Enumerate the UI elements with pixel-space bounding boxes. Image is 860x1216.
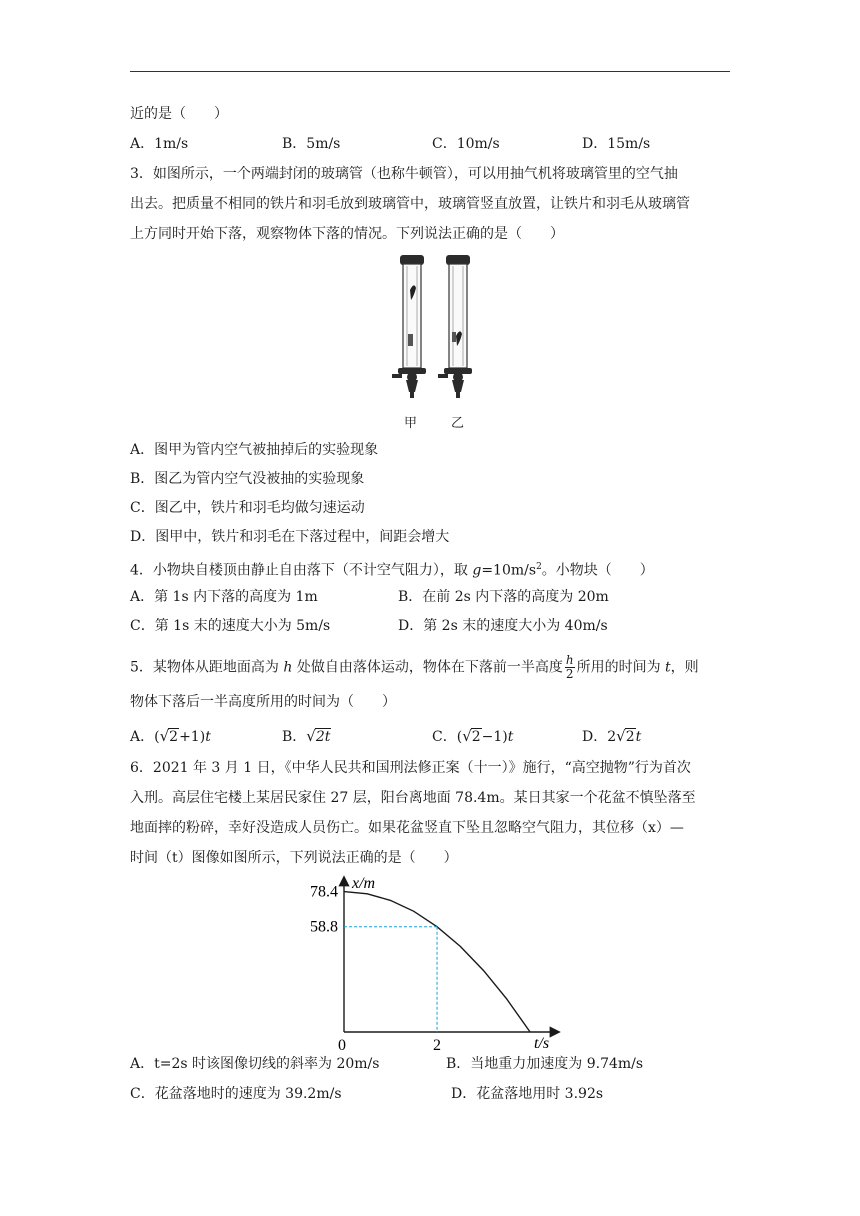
q5-option-a [130, 726, 211, 747]
radicand: 2 [169, 729, 179, 745]
q5-t-symbol: t [665, 659, 671, 676]
q4-stem [130, 557, 654, 581]
q5-h-symbol: h [283, 659, 293, 676]
q3-option-c: C．图乙中，铁片和羽毛均做匀速运动 [130, 500, 365, 516]
q5-stem-line1 [130, 654, 699, 681]
option-label: A． [130, 729, 155, 745]
q6-stem-line4: 时间（t）图像如图所示，下列说法正确的是（ ） [130, 850, 458, 866]
t-symbol: t [205, 729, 211, 745]
radical-sign: √ [616, 727, 626, 745]
q5-stem-part: 所用的时间为 [576, 659, 666, 676]
q4-option-d: D．第 2s 末的速度大小为 40m/s [398, 618, 608, 634]
q6-option-c: C．花盆落地时的速度为 39.2m/s [130, 1086, 342, 1102]
header-rule [130, 71, 730, 72]
q6-stem-line3: 地面摔的粉碎，幸好没造成人员伤亡。如果花盆竖直下坠且忽略空气阻力，其位移（x）— [130, 820, 684, 836]
q6-stem-line2: 入刑。高层住宅楼上某居民家住 27 层，阳台离地面 78.4m。某日其家一个花盆不慎坠落至 [130, 790, 696, 806]
paren: ( [456, 729, 463, 745]
x-axis-label: t/s [534, 1035, 550, 1050]
q3-stem-line3: 上方同时开始下落，观察物体下落的情况。下列说法正确的是（ ） [130, 226, 564, 242]
q2-option-c: C．10m/s [432, 136, 500, 152]
q5-option-b [282, 726, 331, 747]
figure-label-yi: 乙 [451, 416, 465, 431]
q4-g-symbol: g [472, 562, 482, 579]
radicand: 2 [625, 729, 635, 745]
y-tick-label: 78.4 [310, 883, 338, 901]
q4-stem-part: 4．小物块自楼顶由静止自由落下（不计空气阻力），取 [130, 562, 473, 579]
paren: −1) [481, 729, 508, 745]
q4-option-a: A．第 1s 内下落的高度为 1m [130, 589, 318, 605]
radicand: 2 [471, 729, 481, 745]
q4-stem-part: 。小物块（ ） [541, 562, 654, 579]
tube-jia [392, 255, 426, 398]
q4-superscript: 2 [536, 562, 542, 572]
q3-stem-line2: 出去。把质量不相同的铁片和羽毛放到玻璃管中，玻璃管竖直放置，让铁片和羽毛从玻璃管 [130, 196, 690, 212]
q2-option-a: A．1m/s [130, 136, 189, 152]
q5-option-c [432, 726, 513, 747]
q2-stem-tail: 近的是（ ） [130, 106, 228, 122]
q5-stem-line2: 物体下落后一半高度所用的时间为（ ） [130, 694, 396, 710]
y-axis-label: x/m [352, 875, 376, 892]
radical-sign: √ [462, 727, 472, 745]
q6-stem-line1: 6．2021 年 3 月 1 日，《中华人民共和国刑法修正案（十一）》施行，“高空抛物”行为首次 [130, 760, 691, 776]
q5-stem-part: ，则 [670, 659, 699, 676]
q2-option-d: D．15m/s [582, 136, 651, 152]
q2-option-b: B．5m/s [282, 136, 341, 152]
t-symbol: t [635, 729, 642, 745]
t-symbol: t [507, 729, 514, 745]
paren: +1) [179, 729, 206, 745]
q6-option-a: A．t=2s 时该图像切线的斜率为 20m/s [130, 1056, 380, 1072]
option-label: C． [432, 729, 457, 745]
q3-option-d: D．图甲中，铁片和羽毛在下落过程中，间距会增大 [130, 529, 450, 545]
q4-option-c: C．第 1s 末的速度大小为 5m/s [130, 618, 331, 634]
xt-graph [296, 870, 566, 1050]
q6-option-b: B．当地重力加速度为 9.74m/s [446, 1056, 644, 1072]
q3-option-b: B．图乙为管内空气没被抽的实验现象 [130, 471, 365, 487]
paren: ( [154, 729, 160, 745]
coefficient: 2 [607, 729, 617, 745]
q4-option-b: B．在前 2s 内下落的高度为 20m [398, 589, 609, 605]
q3-stem-line1: 3．如图所示，一个两端封闭的玻璃管（也称牛顿管），可以用抽气机将玻璃管里的空气抽 [130, 166, 678, 182]
q5-stem-part: 处做自由落体运动，物体在下落前一半高度 [292, 659, 563, 676]
radicand: 2t [315, 729, 331, 745]
q4-stem-part: =10m/s [481, 562, 537, 579]
option-label: D． [582, 729, 608, 745]
q5-option-d [582, 726, 641, 747]
option-label: B． [282, 729, 307, 745]
q5-half-height-fraction [565, 654, 575, 681]
origin-label: 0 [338, 1037, 346, 1050]
q6-option-d: D．花盆落地用时 3.92s [451, 1086, 604, 1102]
tube-yi [438, 255, 472, 398]
x-tick-label: 2 [433, 1037, 442, 1050]
q5-stem-part: 5．某物体从距地面高为 [130, 659, 284, 676]
radical-sign: √ [306, 727, 316, 745]
fraction-numerator: h [565, 653, 574, 667]
q3-option-a: A．图甲为管内空气被抽掉后的实验现象 [130, 442, 379, 458]
fraction-denominator: 2 [565, 667, 574, 681]
figure-label-jia: 甲 [404, 416, 418, 431]
y-tick-label: 58.8 [310, 918, 338, 936]
radical-sign: √ [159, 727, 170, 745]
newton-tube-figure [380, 252, 490, 412]
